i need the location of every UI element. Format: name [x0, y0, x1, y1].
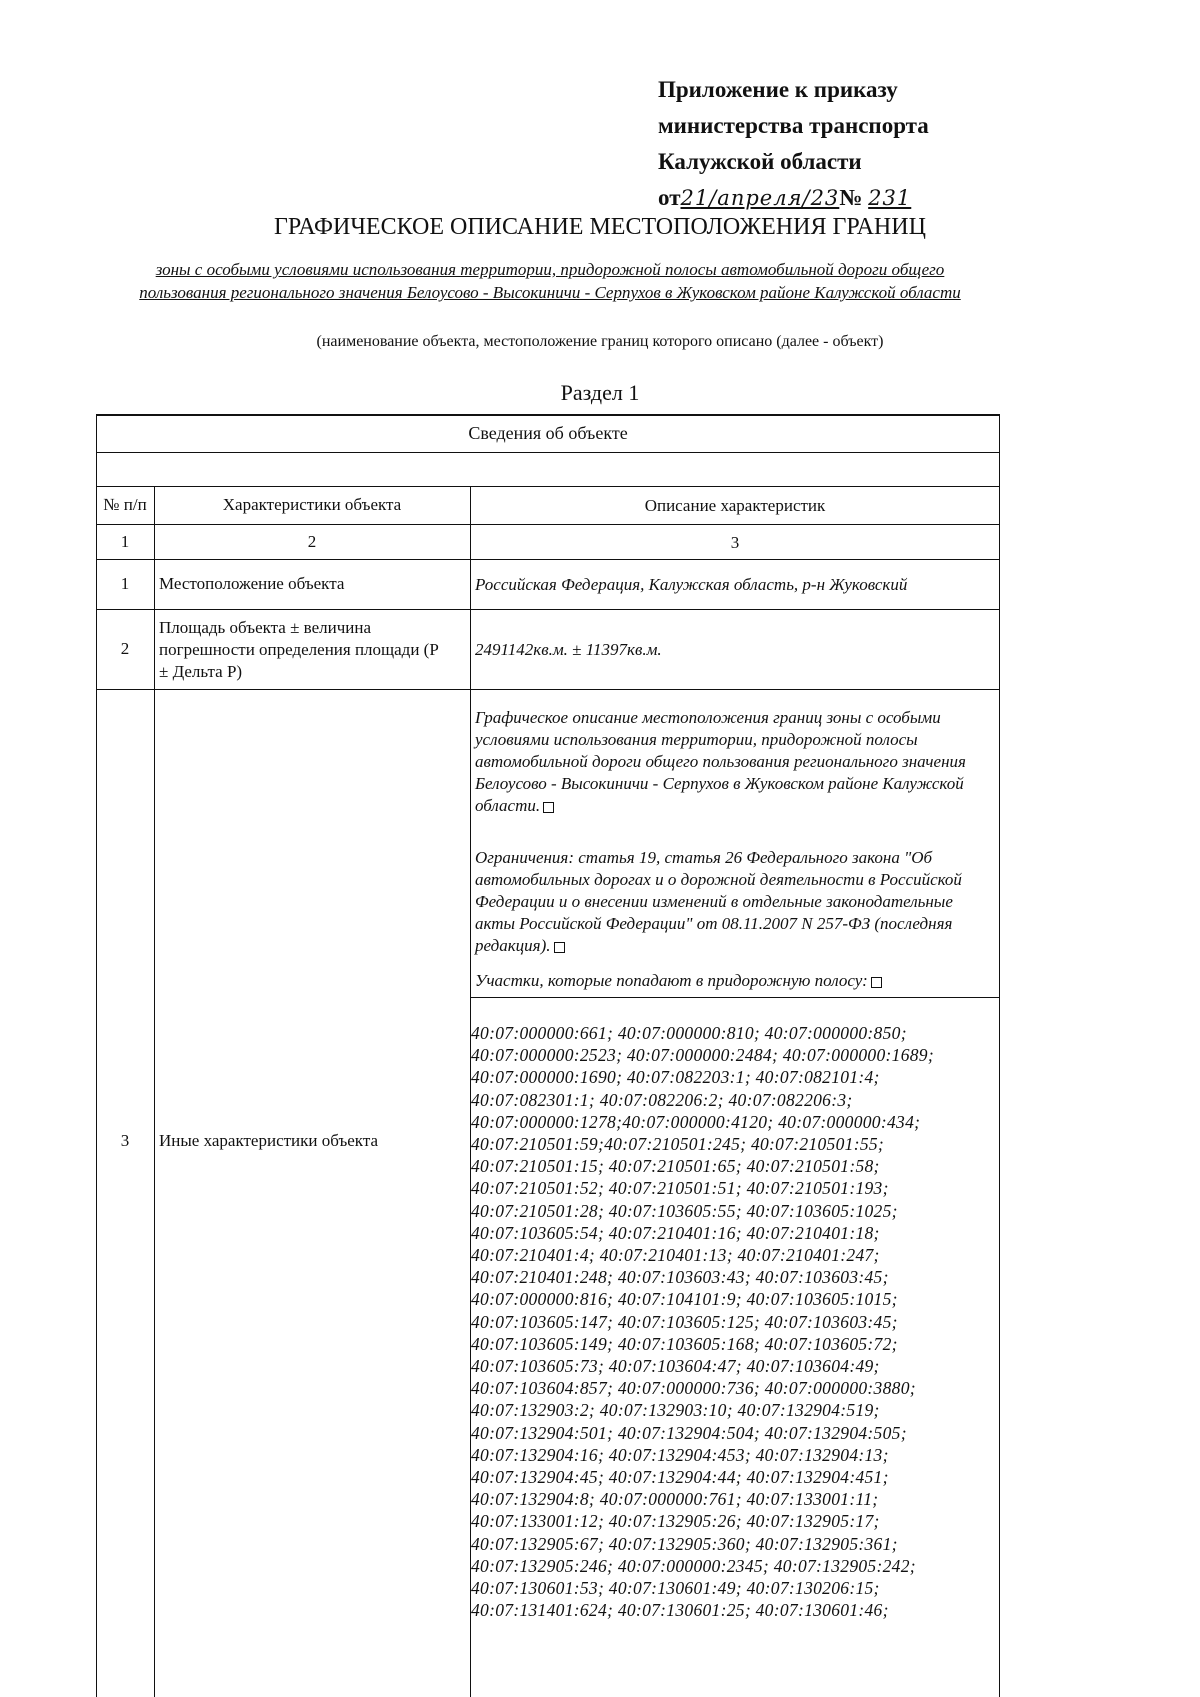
- cadastral-line: 40:07:132904:45; 40:07:132904:44; 40:07:132904:451;: [471, 1467, 889, 1488]
- row-2-number: 2: [120, 639, 130, 658]
- handwritten-date: 21/апреля/23: [680, 186, 840, 210]
- cadastral-line: 40:07:133001:12; 40:07:132905:26; 40:07:132905:17;: [471, 1511, 880, 1532]
- cadastral-line: 40:07:132904:8; 40:07:000000:761; 40:07:133001:11;: [471, 1489, 879, 1510]
- col-header-description: Описание характеристик: [644, 496, 826, 515]
- number-label: №: [839, 185, 863, 210]
- row-3-description-text: Графическое описание местоположения границ зоны с особыми условиями использования территории, придорожной полосы автомобильной дороги общего пользования регионального значения Белоусово - Высокиничи - Серпухов в Жуковском районе Калужской области.: [475, 708, 966, 815]
- table-border: [154, 486, 155, 1697]
- cadastral-line: 40:07:210501:15; 40:07:210501:65; 40:07:210501:58;: [471, 1156, 880, 1177]
- row-3-restrictions-text: Ограничения: статья 19, статья 26 Федерального закона "Об автомобильных дорогах и о дорожной деятельности в Российской Федерации и о внесении изменений в отдельные законодательные акты Российской Федерации" от 08.11.2007 N 257-ФЗ (последняя редакция).: [475, 848, 962, 955]
- cadastral-line: 40:07:132903:2; 40:07:132903:10; 40:07:132904:519;: [471, 1400, 880, 1421]
- header-line-3: Калужской области: [658, 149, 862, 174]
- table-border: [999, 414, 1000, 1697]
- from-label: от: [658, 185, 681, 210]
- table-border: [96, 414, 1000, 416]
- table-border: [470, 997, 1000, 998]
- cadastral-line: 40:07:210501:52; 40:07:210501:51; 40:07:210501:193;: [471, 1178, 889, 1199]
- cadastral-line: 40:07:130601:53; 40:07:130601:49; 40:07:130206:15;: [471, 1578, 880, 1599]
- cadastral-line: 40:07:103605:147; 40:07:103605:125; 40:07:103603:45;: [471, 1311, 898, 1332]
- cadastral-line: 40:07:210501:59;40:07:210501:245; 40:07:210501:55;: [471, 1134, 885, 1155]
- cadastral-line: 40:07:000000:2523; 40:07:000000:2484; 40:07:000000:1689;: [471, 1045, 934, 1066]
- row-3-description: [475, 707, 995, 817]
- table-border: [96, 524, 1000, 525]
- header-line-2: министерства транспорта: [658, 113, 929, 138]
- document-title: ГРАФИЧЕСКОЕ ОПИСАНИЕ МЕСТОПОЛОЖЕНИЯ ГРАНИЦ: [274, 214, 926, 240]
- cadastral-line: 40:07:132905:67; 40:07:132905:360; 40:07:132905:361;: [471, 1533, 898, 1554]
- col-header-characteristics: Характеристики объекта: [222, 495, 402, 514]
- cadastral-line: 40:07:103605:54; 40:07:210401:16; 40:07:210401:18;: [471, 1222, 880, 1243]
- table-border: [96, 452, 1000, 453]
- cadastral-line: 40:07:132904:16; 40:07:132904:453; 40:07:132904:13;: [471, 1444, 889, 1465]
- col-number-1: 1: [120, 532, 130, 551]
- cadastral-line: 40:07:103605:149; 40:07:103605:168; 40:07:103605:72;: [471, 1333, 898, 1354]
- order-header: [658, 72, 929, 216]
- cadastral-line: 40:07:082301:1; 40:07:082206:2; 40:07:082206:3;: [471, 1089, 853, 1110]
- paragraph-mark-icon: [871, 977, 882, 988]
- order-date-number: [658, 180, 929, 216]
- object-info-table: [96, 414, 1000, 1697]
- row-3-parcels-label: [475, 970, 995, 992]
- table-border: [96, 486, 1000, 487]
- row-1-number: 1: [120, 574, 130, 593]
- row-3-parcels-label-text: Участки, которые попадают в придорожную полосу:: [475, 971, 868, 990]
- row-1-name: Местоположение объекта: [159, 574, 345, 593]
- row-3-restrictions: [475, 847, 995, 957]
- cadastral-line: 40:07:103604:857; 40:07:000000:736; 40:07:000000:3880;: [471, 1378, 916, 1399]
- cadastral-line: 40:07:132904:501; 40:07:132904:504; 40:07:132904:505;: [471, 1422, 907, 1443]
- row-3-number: 3: [120, 1131, 130, 1150]
- paragraph-mark-icon: [554, 942, 565, 953]
- paragraph-mark-icon: [543, 802, 554, 813]
- cadastral-numbers-list: [471, 1022, 996, 1621]
- row-2-name: Площадь объекта ± величина погрешности определения площади (Р ± Дельта Р): [159, 618, 439, 681]
- section-title: Раздел 1: [560, 380, 640, 405]
- cadastral-line: 40:07:000000:1690; 40:07:082203:1; 40:07:082101:4;: [471, 1067, 880, 1088]
- table-border: [96, 609, 1000, 610]
- table-border: [96, 689, 1000, 690]
- header-line-1: Приложение к приказу: [658, 77, 898, 102]
- object-name: зоны с особыми условиями использования территории, придорожной полосы автомобильной дороги общего пользования регионального значения Белоусово - Высокиничи - Серпухов в Жуковском районе Калужской области: [139, 260, 961, 302]
- row-3-name: Иные характеристики объекта: [159, 1131, 379, 1150]
- cadastral-line: 40:07:210401:4; 40:07:210401:13; 40:07:210401:247;: [471, 1245, 880, 1266]
- cadastral-line: 40:07:210401:248; 40:07:103603:43; 40:07:103603:45;: [471, 1267, 889, 1288]
- object-name-caption: (наименование объекта, местоположение границ которого описано (далее - объект): [316, 333, 884, 350]
- cadastral-line: 40:07:131401:624; 40:07:130601:25; 40:07:130601:46;: [471, 1600, 889, 1621]
- col-header-number: № п/п: [103, 495, 147, 514]
- col-number-3: 3: [730, 533, 740, 552]
- row-1-value: Российская Федерация, Калужская область, р-н Жуковский: [475, 575, 908, 594]
- cadastral-line: 40:07:103605:73; 40:07:103604:47; 40:07:103604:49;: [471, 1356, 880, 1377]
- cadastral-line: 40:07:132905:246; 40:07:000000:2345; 40:07:132905:242;: [471, 1555, 916, 1576]
- handwritten-number: 231: [868, 186, 912, 210]
- table-border: [96, 559, 1000, 560]
- cadastral-line: 40:07:000000:1278;40:07:000000:4120; 40:07:000000:434;: [471, 1111, 921, 1132]
- table-heading: Сведения об объекте: [468, 423, 628, 443]
- cadastral-line: 40:07:210501:28; 40:07:103605:55; 40:07:103605:1025;: [471, 1200, 898, 1221]
- row-2-value: 2491142кв.м. ± 11397кв.м.: [475, 640, 662, 659]
- cadastral-line: 40:07:000000:816; 40:07:104101:9; 40:07:103605:1015;: [471, 1289, 898, 1310]
- table-border: [96, 414, 97, 1697]
- cadastral-line: 40:07:000000:661; 40:07:000000:810; 40:07:000000:850;: [471, 1023, 907, 1043]
- col-number-2: 2: [307, 532, 317, 551]
